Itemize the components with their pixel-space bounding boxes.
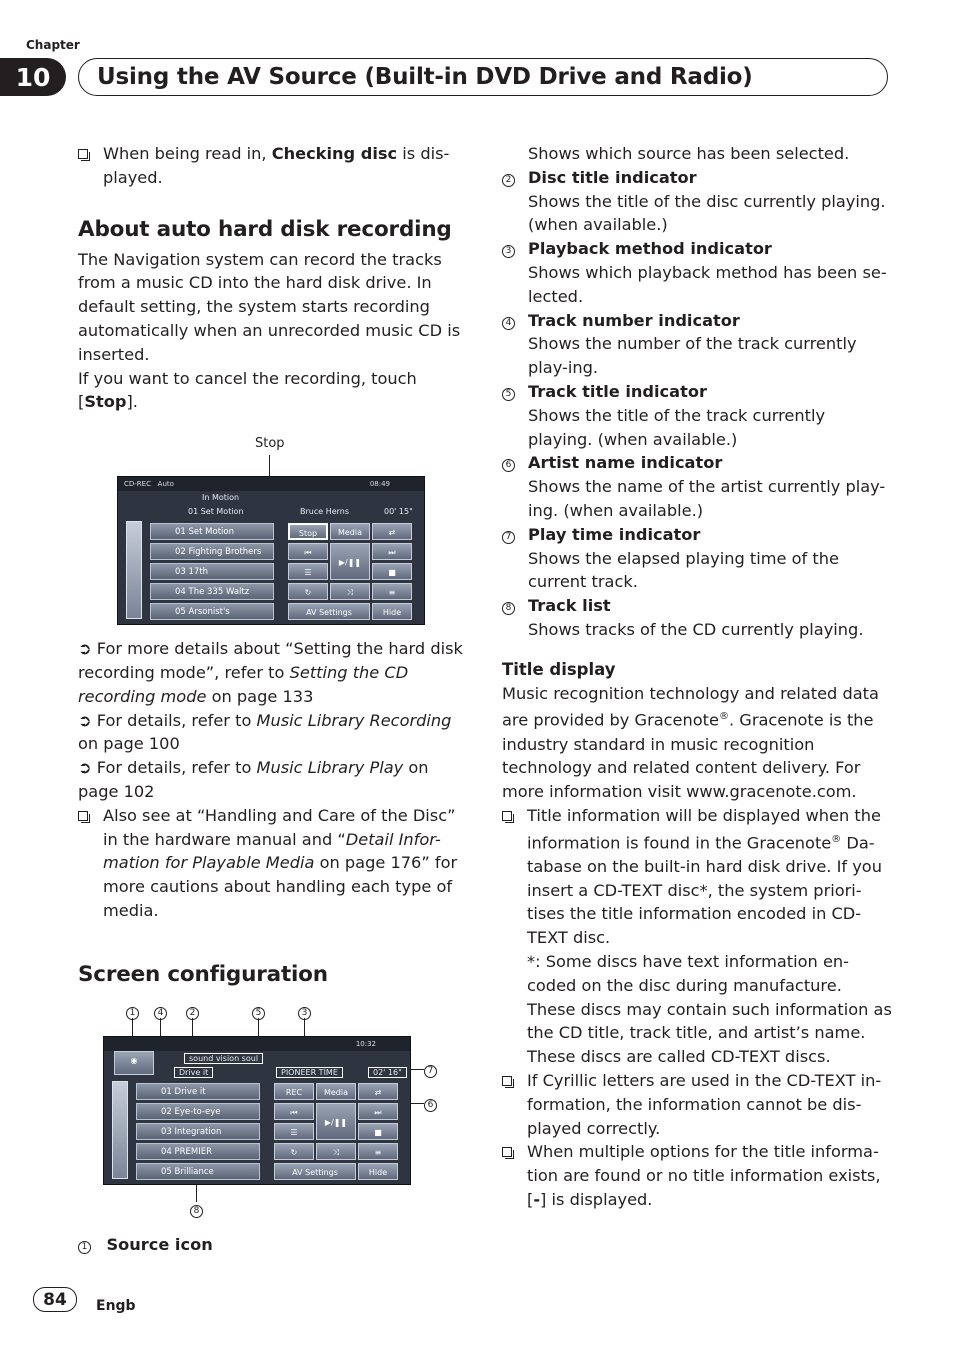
hide-button[interactable]: Hide (358, 1163, 398, 1180)
media-button[interactable]: Media (330, 523, 370, 540)
item-description: Shows the number of the track currently play-ing. (528, 334, 857, 378)
item-description: Shows the name of the artist currently play-ing. (when available.) (528, 477, 886, 520)
item-number: 8 (502, 602, 515, 615)
item-description: Shows tracks of the CD currently playing. (528, 619, 864, 639)
item-title: Track title indicator (528, 381, 707, 401)
title-display-heading: Title display (502, 659, 616, 679)
av-settings-button[interactable]: AV Settings (288, 603, 370, 620)
track-list-scrollbar[interactable] (112, 1081, 128, 1179)
item-title: Disc title indicator (528, 167, 697, 187)
note-checkbox-icon (502, 1147, 512, 1157)
indicator-list (502, 166, 892, 642)
item-source-icon: 1 Source icon (78, 1233, 466, 1257)
arrow-icon: ➲ (78, 710, 92, 730)
section-auto-recording-heading: About auto hard disk recording (78, 216, 452, 242)
callout-8: 8 (190, 1202, 203, 1218)
ref-recording-mode: ➲ For more details about “Setting the hard disk recording mode”, refer to Setting the CD recording mode on page 133 (78, 639, 463, 706)
note-footnote: *: Some discs have text information en-coded on the disc during manufacture. These discs may contain such information as the CD title, track title, and artist’s name. These discs are called CD-TEXT discs. (527, 952, 892, 1067)
ref-library-recording: ➲ For details, refer to Music Library Recording on page 100 (78, 710, 452, 754)
track-row[interactable]: 05 Arsonist's (150, 603, 274, 620)
note-checkbox-icon (502, 1076, 512, 1086)
callout-2: 2 (186, 1004, 199, 1020)
indicator-item (502, 309, 892, 380)
repeat-button[interactable]: ⇄ (372, 523, 412, 540)
arrow-icon: ➲ (78, 639, 92, 659)
track-row[interactable]: 02 Eye-to-eye (136, 1103, 260, 1120)
chapter-title-bar (78, 58, 888, 96)
next-track-button[interactable]: ⏭ (358, 1103, 398, 1120)
list-button[interactable]: ☰ (274, 1123, 314, 1140)
track-row[interactable]: 04 PREMIER (136, 1143, 260, 1160)
title-display-body: Music recognition technology and related data are provided by Gracenote®. Gracenote is the industry standard in music recognition technology and related content delivery. For more information visit www.gracenote.com. (502, 683, 879, 802)
arrow-icon: ➲ (78, 758, 92, 778)
random-button[interactable]: ⤨ (330, 583, 370, 600)
repeat-button[interactable]: ⇄ (358, 1083, 398, 1100)
item-title: Play time indicator (528, 524, 701, 544)
menu-button[interactable]: ≡ (358, 1143, 398, 1160)
note-title-info: Title information will be displayed when the information is found in the Gracenote® Da-tabase on the built-in hard disk drive. If you insert a CD-TEXT disc*, the system priori-tises the title information encoded in CD-TEXT disc. (502, 804, 892, 950)
track-row[interactable]: 03 17th (150, 563, 274, 580)
note-checkbox-icon (78, 149, 88, 159)
item-number: 6 (502, 459, 515, 472)
item-description: Shows the elapsed playing time of the current track. (528, 548, 839, 592)
track-row[interactable]: 03 Integration (136, 1123, 260, 1140)
callout-7: 7 (424, 1062, 437, 1078)
screen-configuration: 10:32 ◉ sound vision soul Drive it PIONEER TIME 02' 16" 01 Drive it 02 Eye-to-eye 03 Integration 04 PREMIER 05 Brilliance REC Media ⇄ ⏮ ▶/❚❚ ⏭ ☰ ■ ↻ ⤨ ≡ AV Settings Hide (103, 1036, 411, 1185)
chapter-label: Chapter (26, 38, 80, 52)
track-row[interactable]: 02 Fighting Brothers (150, 543, 274, 560)
indicator-item (502, 523, 892, 594)
callout-5: 5 (252, 1004, 265, 1020)
note-checking-disc: When being read in, Checking disc is dis-played. (78, 142, 466, 190)
track-row[interactable]: 05 Brilliance (136, 1163, 260, 1180)
next-track-button[interactable]: ⏭ (372, 543, 412, 560)
indicator-item (502, 451, 892, 522)
page-number: 84 (33, 1287, 77, 1312)
item-number: 2 (502, 174, 515, 187)
prev-track-button[interactable]: ⏮ (274, 1103, 314, 1120)
indicator-item (502, 380, 892, 451)
track-row[interactable]: 01 Set Motion (150, 523, 274, 540)
random-button[interactable]: ⤨ (316, 1143, 356, 1160)
callout-6: 6 (424, 1096, 437, 1112)
track-row[interactable]: 01 Drive it (136, 1083, 260, 1100)
note-multiple-options: When multiple options for the title informa-tion are found or no title information exists, [-] is displayed. (502, 1140, 892, 1211)
indicator-item (502, 237, 892, 308)
callout-4: 4 (154, 1004, 167, 1020)
note-handling-disc: Also see at “Handling and Care of the Disc” in the hardware manual and “Detail Infor-mation for Playable Media on page 176” for more cautions about handling each type of media. (78, 804, 466, 923)
item-number: 4 (502, 317, 515, 330)
section-auto-recording-body: The Navigation system can record the tracks from a music CD into the hard disk drive. In default setting, the system starts recording automatically when an unrecorded music CD is inserted. (78, 249, 461, 364)
item-1-description: Shows which source has been selected. (528, 144, 850, 163)
hide-button[interactable]: Hide (372, 603, 412, 620)
item-number: 5 (502, 388, 515, 401)
chapter-title: Using the AV Source (Built-in DVD Drive and Radio) (97, 64, 753, 90)
play-pause-button[interactable]: ▶/❚❚ (330, 543, 370, 580)
item-number: 7 (502, 531, 515, 544)
indicator-item (502, 594, 892, 642)
item-title: Track list (528, 596, 611, 616)
item-title: Playback method indicator (528, 239, 772, 259)
indicator-item (502, 166, 892, 237)
section-auto-recording-stop: If you want to cancel the recording, touch [Stop]. (78, 368, 417, 412)
chapter-number: 10 (0, 58, 66, 96)
av-settings-button[interactable]: AV Settings (274, 1163, 356, 1180)
stop-callout-label: Stop (255, 436, 285, 451)
item-title: Artist name indicator (528, 453, 723, 473)
stop-button[interactable]: Stop (288, 523, 328, 540)
source-icon[interactable]: ◉ (114, 1051, 154, 1075)
screen-status-bar: CD-REC Auto 08:49 (118, 477, 424, 491)
callout-1: 1 (126, 1004, 139, 1020)
loop-button[interactable]: ↻ (288, 583, 328, 600)
item-description: Shows the title of the disc currently playing. (when available.) (528, 191, 886, 235)
rec-button[interactable]: REC (274, 1083, 314, 1100)
play-pause-button[interactable]: ▶/❚❚ (316, 1103, 356, 1140)
track-row[interactable]: 04 The 335 Waltz (150, 583, 274, 600)
menu-button[interactable]: ≡ (372, 583, 412, 600)
item-description: Shows which playback method has been se-lected. (528, 262, 887, 306)
item-description: Shows the title of the track currently playing. (when available.) (528, 405, 826, 449)
right-column (502, 142, 892, 1212)
media-button[interactable]: Media (316, 1083, 356, 1100)
recording-screen: CD-REC Auto 08:49 In Motion 01 Set Motion Bruce Herns 00' 15" 01 Set Motion 02 Fighting Brothers 03 17th 04 The 335 Waltz 05 Arsonist's Stop Media ⇄ ⏮ ▶/❚❚ ⏭ ☰ ■ ↻ ⤨ ≡ AV Settings Hide (117, 476, 425, 625)
item-number: 3 (502, 245, 515, 258)
note-cyrillic: If Cyrillic letters are used in the CD-TEXT in-formation, the information cannot be dis-played correctly. (502, 1069, 892, 1140)
language-code: Engb (96, 1298, 136, 1314)
note-checkbox-icon (78, 811, 88, 821)
stop-playback-button[interactable]: ■ (372, 563, 412, 580)
stop-playback-button[interactable]: ■ (358, 1123, 398, 1140)
ref-library-play: ➲ For details, refer to Music Library Play on page 102 (78, 758, 429, 801)
screen-status-bar: 10:32 (104, 1037, 410, 1051)
loop-button[interactable]: ↻ (274, 1143, 314, 1160)
note-checkbox-icon (502, 811, 512, 821)
callout-3: 3 (298, 1004, 311, 1020)
list-button[interactable]: ☰ (288, 563, 328, 580)
prev-track-button[interactable]: ⏮ (288, 543, 328, 560)
section-screen-config-heading: Screen configuration (78, 961, 328, 987)
item-title: Track number indicator (528, 310, 740, 330)
track-list-scrollbar[interactable] (126, 521, 142, 619)
